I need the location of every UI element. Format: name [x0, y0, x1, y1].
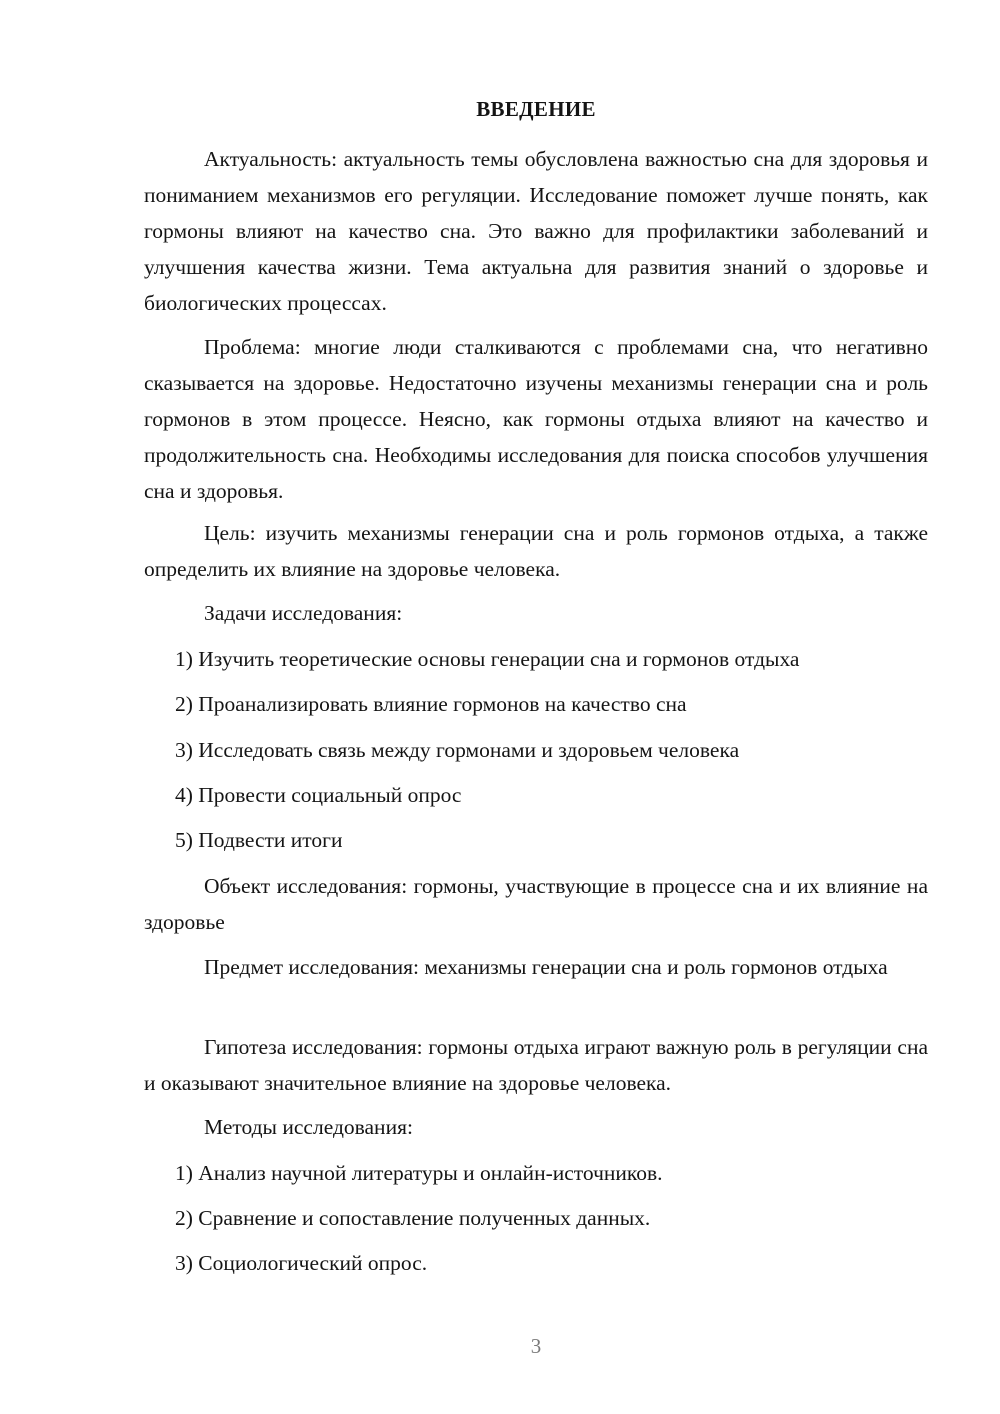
- object-paragraph: Объект исследования: гормоны, участвующие в процессе сна и их влияние на здоровье: [144, 874, 928, 934]
- relevance-block: [144, 141, 928, 321]
- page-number: 3: [530, 1334, 542, 1358]
- subject-paragraph: Предмет исследования: механизмы генерации сна и роль гормонов отдыха: [204, 955, 888, 979]
- method-item-1: [144, 1155, 928, 1191]
- task-item-3: [144, 732, 928, 768]
- goal-paragraph: Цель: изучить механизмы генерации сна и роль гормонов отдыха, а также определить их влияние на здоровье человека.: [144, 521, 928, 581]
- methods-heading: Методы исследования:: [204, 1115, 413, 1139]
- task-item-4: [144, 777, 928, 813]
- task-item-2: [144, 686, 928, 722]
- hypothesis-paragraph: Гипотеза исследования: гормоны отдыха играют важную роль в регуляции сна и оказывают значительное влияние на здоровье человека.: [144, 1035, 928, 1095]
- object-block: [144, 868, 928, 940]
- goal-block: [144, 515, 928, 587]
- hypothesis-block: [144, 1029, 928, 1101]
- list-item: 2) Сравнение и сопоставление полученных данных.: [175, 1206, 651, 1230]
- method-item-3: [144, 1245, 928, 1281]
- list-item: 1) Изучить теоретические основы генерации сна и гормонов отдыха: [175, 647, 800, 671]
- method-item-2: [144, 1200, 928, 1236]
- list-item: 2) Проанализировать влияние гормонов на качество сна: [175, 692, 687, 716]
- subject-block: [144, 949, 928, 985]
- list-item: 1) Анализ научной литературы и онлайн-источников.: [175, 1161, 663, 1185]
- tasks-heading: Задачи исследования:: [204, 601, 403, 625]
- problem-block: [144, 329, 928, 509]
- list-item: 4) Провести социальный опрос: [175, 783, 462, 807]
- methods-heading-block: [144, 1109, 928, 1145]
- list-item: 5) Подвести итоги: [175, 828, 343, 852]
- list-item: 3) Исследовать связь между гормонами и здоровьем человека: [175, 738, 740, 762]
- task-item-5: [144, 822, 928, 858]
- problem-paragraph: Проблема: многие люди сталкиваются с проблемами сна, что негативно сказывается на здоровье. Недостаточно изучены механизмы генерации сна и роль гормонов в этом процессе. Неясно, как гормоны отдыха влияют на качество и продолжительность сна. Необходимы исследования для поиска способов улучшения сна и здоровья.: [144, 335, 928, 503]
- task-item-1: [144, 641, 928, 677]
- tasks-heading-block: [144, 595, 928, 631]
- page-title: ВВЕДЕНИЕ: [476, 97, 596, 121]
- relevance-paragraph: Актуальность: актуальность темы обусловлена важностью сна для здоровья и пониманием механизмов его регуляции. Исследование поможет лучше понять, как гормоны влияют на качество сна. Это важно для профилактики заболеваний и улучшения качества жизни. Тема актуальна для развития знаний о здоровье и биологических процессах.: [144, 147, 928, 315]
- list-item: 3) Социологический опрос.: [175, 1251, 428, 1275]
